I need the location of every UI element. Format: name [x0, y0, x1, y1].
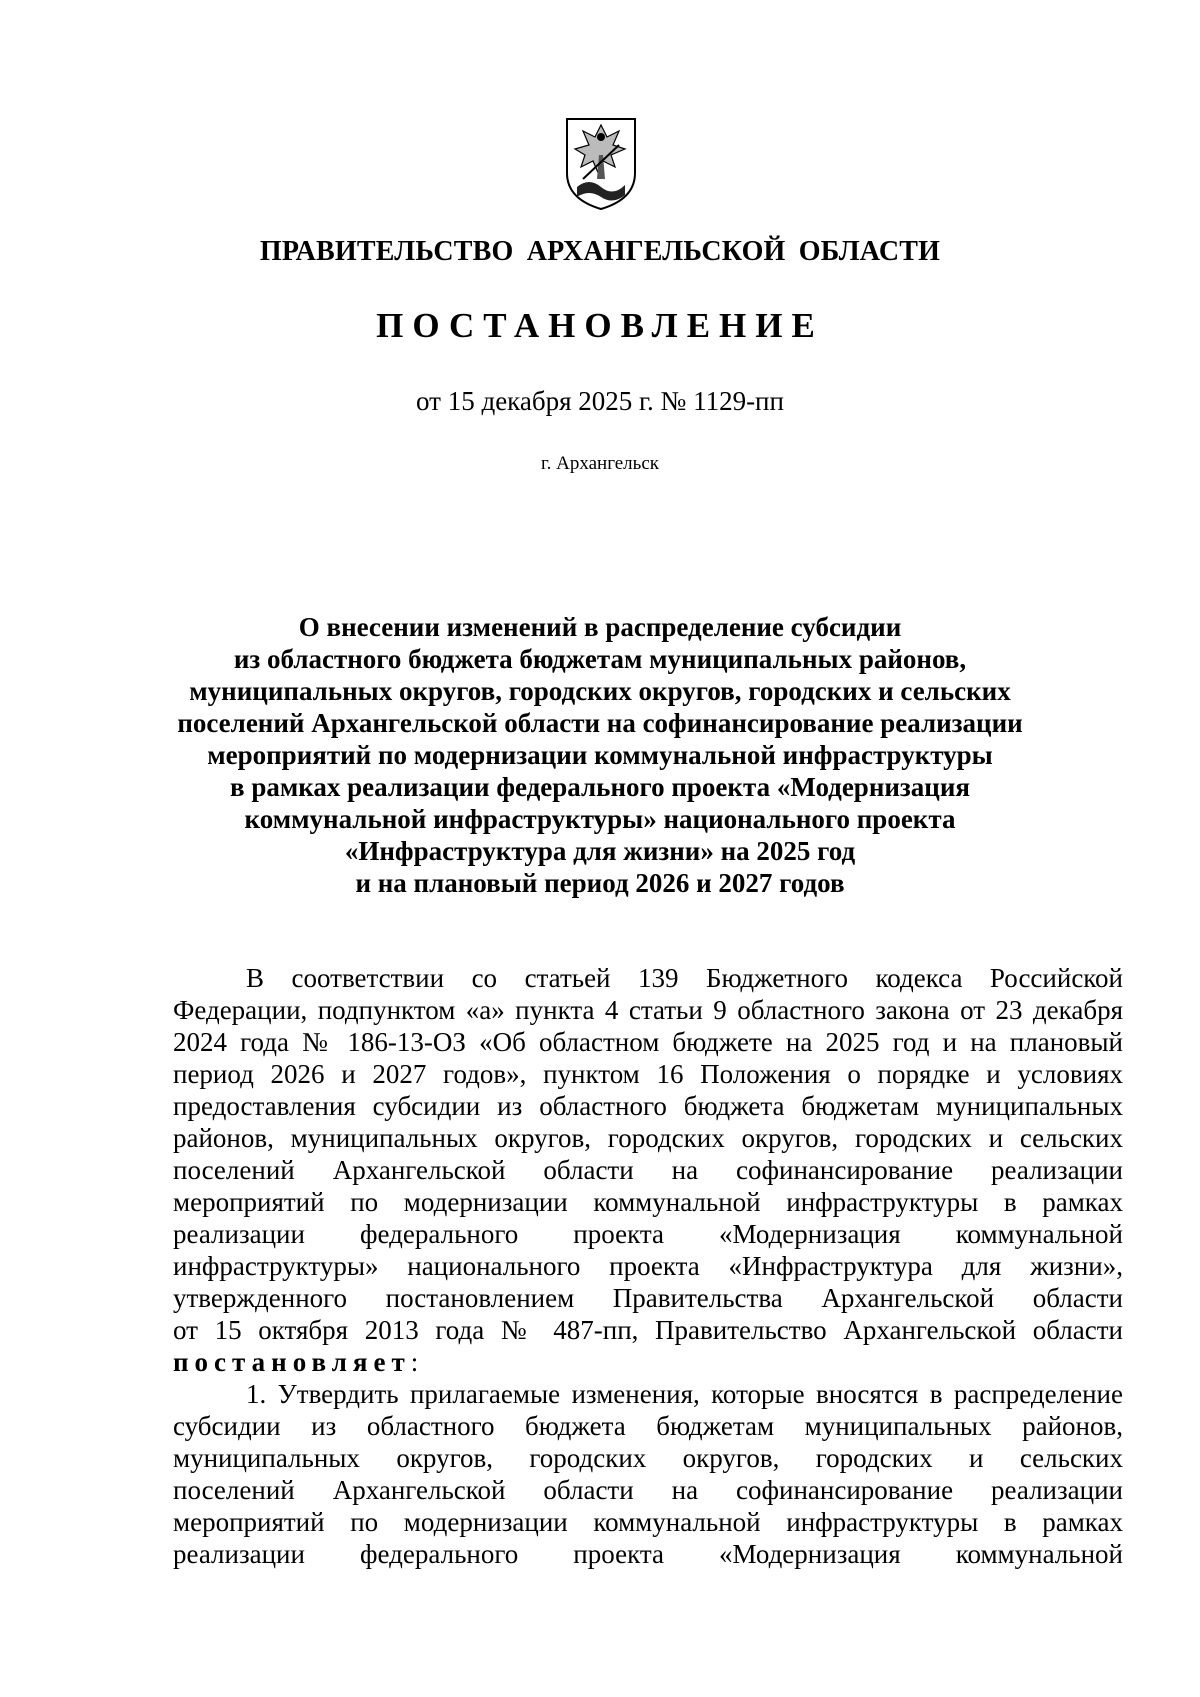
subject-line: мероприятий по модернизации коммунальной инфраструктуры — [207, 740, 993, 770]
subject-line: в рамках реализации федерального проекта «Модернизация — [229, 772, 971, 802]
document-type: ПОСТАНОВЛЕНИЕ — [376, 306, 824, 345]
body-line: от 15 октября 2013 года № 487-пп, Правительство Архангельской области — [173, 1315, 1123, 1345]
resolves-line — [173, 1346, 1123, 1378]
body-line: инфраструктуры» национального проекта «Инфраструктура для жизни», — [173, 1251, 1123, 1281]
resolves-colon: : — [410, 1347, 419, 1377]
subject-line: коммунальной инфраструктуры» национального проекта — [244, 804, 956, 834]
body-line: реализации федерального проекта «Модернизация коммунальной — [173, 1219, 1123, 1249]
body-line: поселений Архангельской области на софинансирование реализации — [173, 1155, 1123, 1185]
item-line: реализации федерального проекта «Модернизация коммунальной — [173, 1539, 1123, 1569]
item-line: субсидии из областного бюджета бюджетам муниципальных районов, — [173, 1411, 1123, 1441]
item-line: мероприятий по модернизации коммунальной инфраструктуры в рамках — [173, 1507, 1123, 1537]
body-line: В соответствии со статьей 139 Бюджетного кодекса Российской — [246, 963, 1123, 993]
government-title: ПРАВИТЕЛЬСТВО АРХАНГЕЛЬСКОЙ ОБЛАСТИ — [259, 236, 941, 267]
subject-line: из областного бюджета бюджетам муниципальных районов, — [233, 644, 967, 674]
body-line: утвержденного постановлением Правительства Архангельской области — [173, 1283, 1123, 1313]
body-line: период 2026 и 2027 годов», пунктом 16 Положения о порядке и условиях — [173, 1059, 1123, 1089]
body-line: 2024 года № 186-13-ОЗ «Об областном бюджете на 2025 год и на плановый — [173, 1027, 1123, 1057]
body-line: районов, муниципальных округов, городских округов, городских и сельских — [173, 1123, 1123, 1153]
subject-line: «Инфраструктура для жизни» на 2025 год — [344, 836, 856, 866]
body-line: предоставления субсидии из областного бюджета бюджетам муниципальных — [173, 1091, 1123, 1121]
subject-line: муниципальных округов, городских округов, городских и сельских — [189, 676, 1011, 706]
document-city: г. Архангельск — [540, 453, 659, 474]
item-line: поселений Архангельской области на софинансирование реализации — [173, 1475, 1123, 1505]
subject-line: и на плановый период 2026 и 2027 годов — [355, 868, 845, 898]
item-line: муниципальных округов, городских округов, городских и сельских — [173, 1443, 1123, 1473]
coat-of-arms-icon — [563, 115, 639, 213]
resolves-word: постановляет — [173, 1347, 411, 1377]
body-line: мероприятий по модернизации коммунальной инфраструктуры в рамках — [173, 1187, 1123, 1217]
body-line: Федерации, подпунктом «а» пункта 4 статьи 9 областного закона от 23 декабря — [173, 995, 1123, 1025]
document-subject — [150, 611, 1050, 899]
item-line: 1. Утвердить прилагаемые изменения, которые вносятся в распределение — [246, 1379, 1123, 1409]
subject-line: поселений Архангельской области на софинансирование реализации — [177, 708, 1023, 738]
document-body — [173, 962, 1123, 1570]
subject-line: О внесении изменений в распределение субсидии — [298, 612, 902, 642]
document-date-number: от 15 декабря 2025 г. № 1129-пп — [416, 386, 784, 416]
